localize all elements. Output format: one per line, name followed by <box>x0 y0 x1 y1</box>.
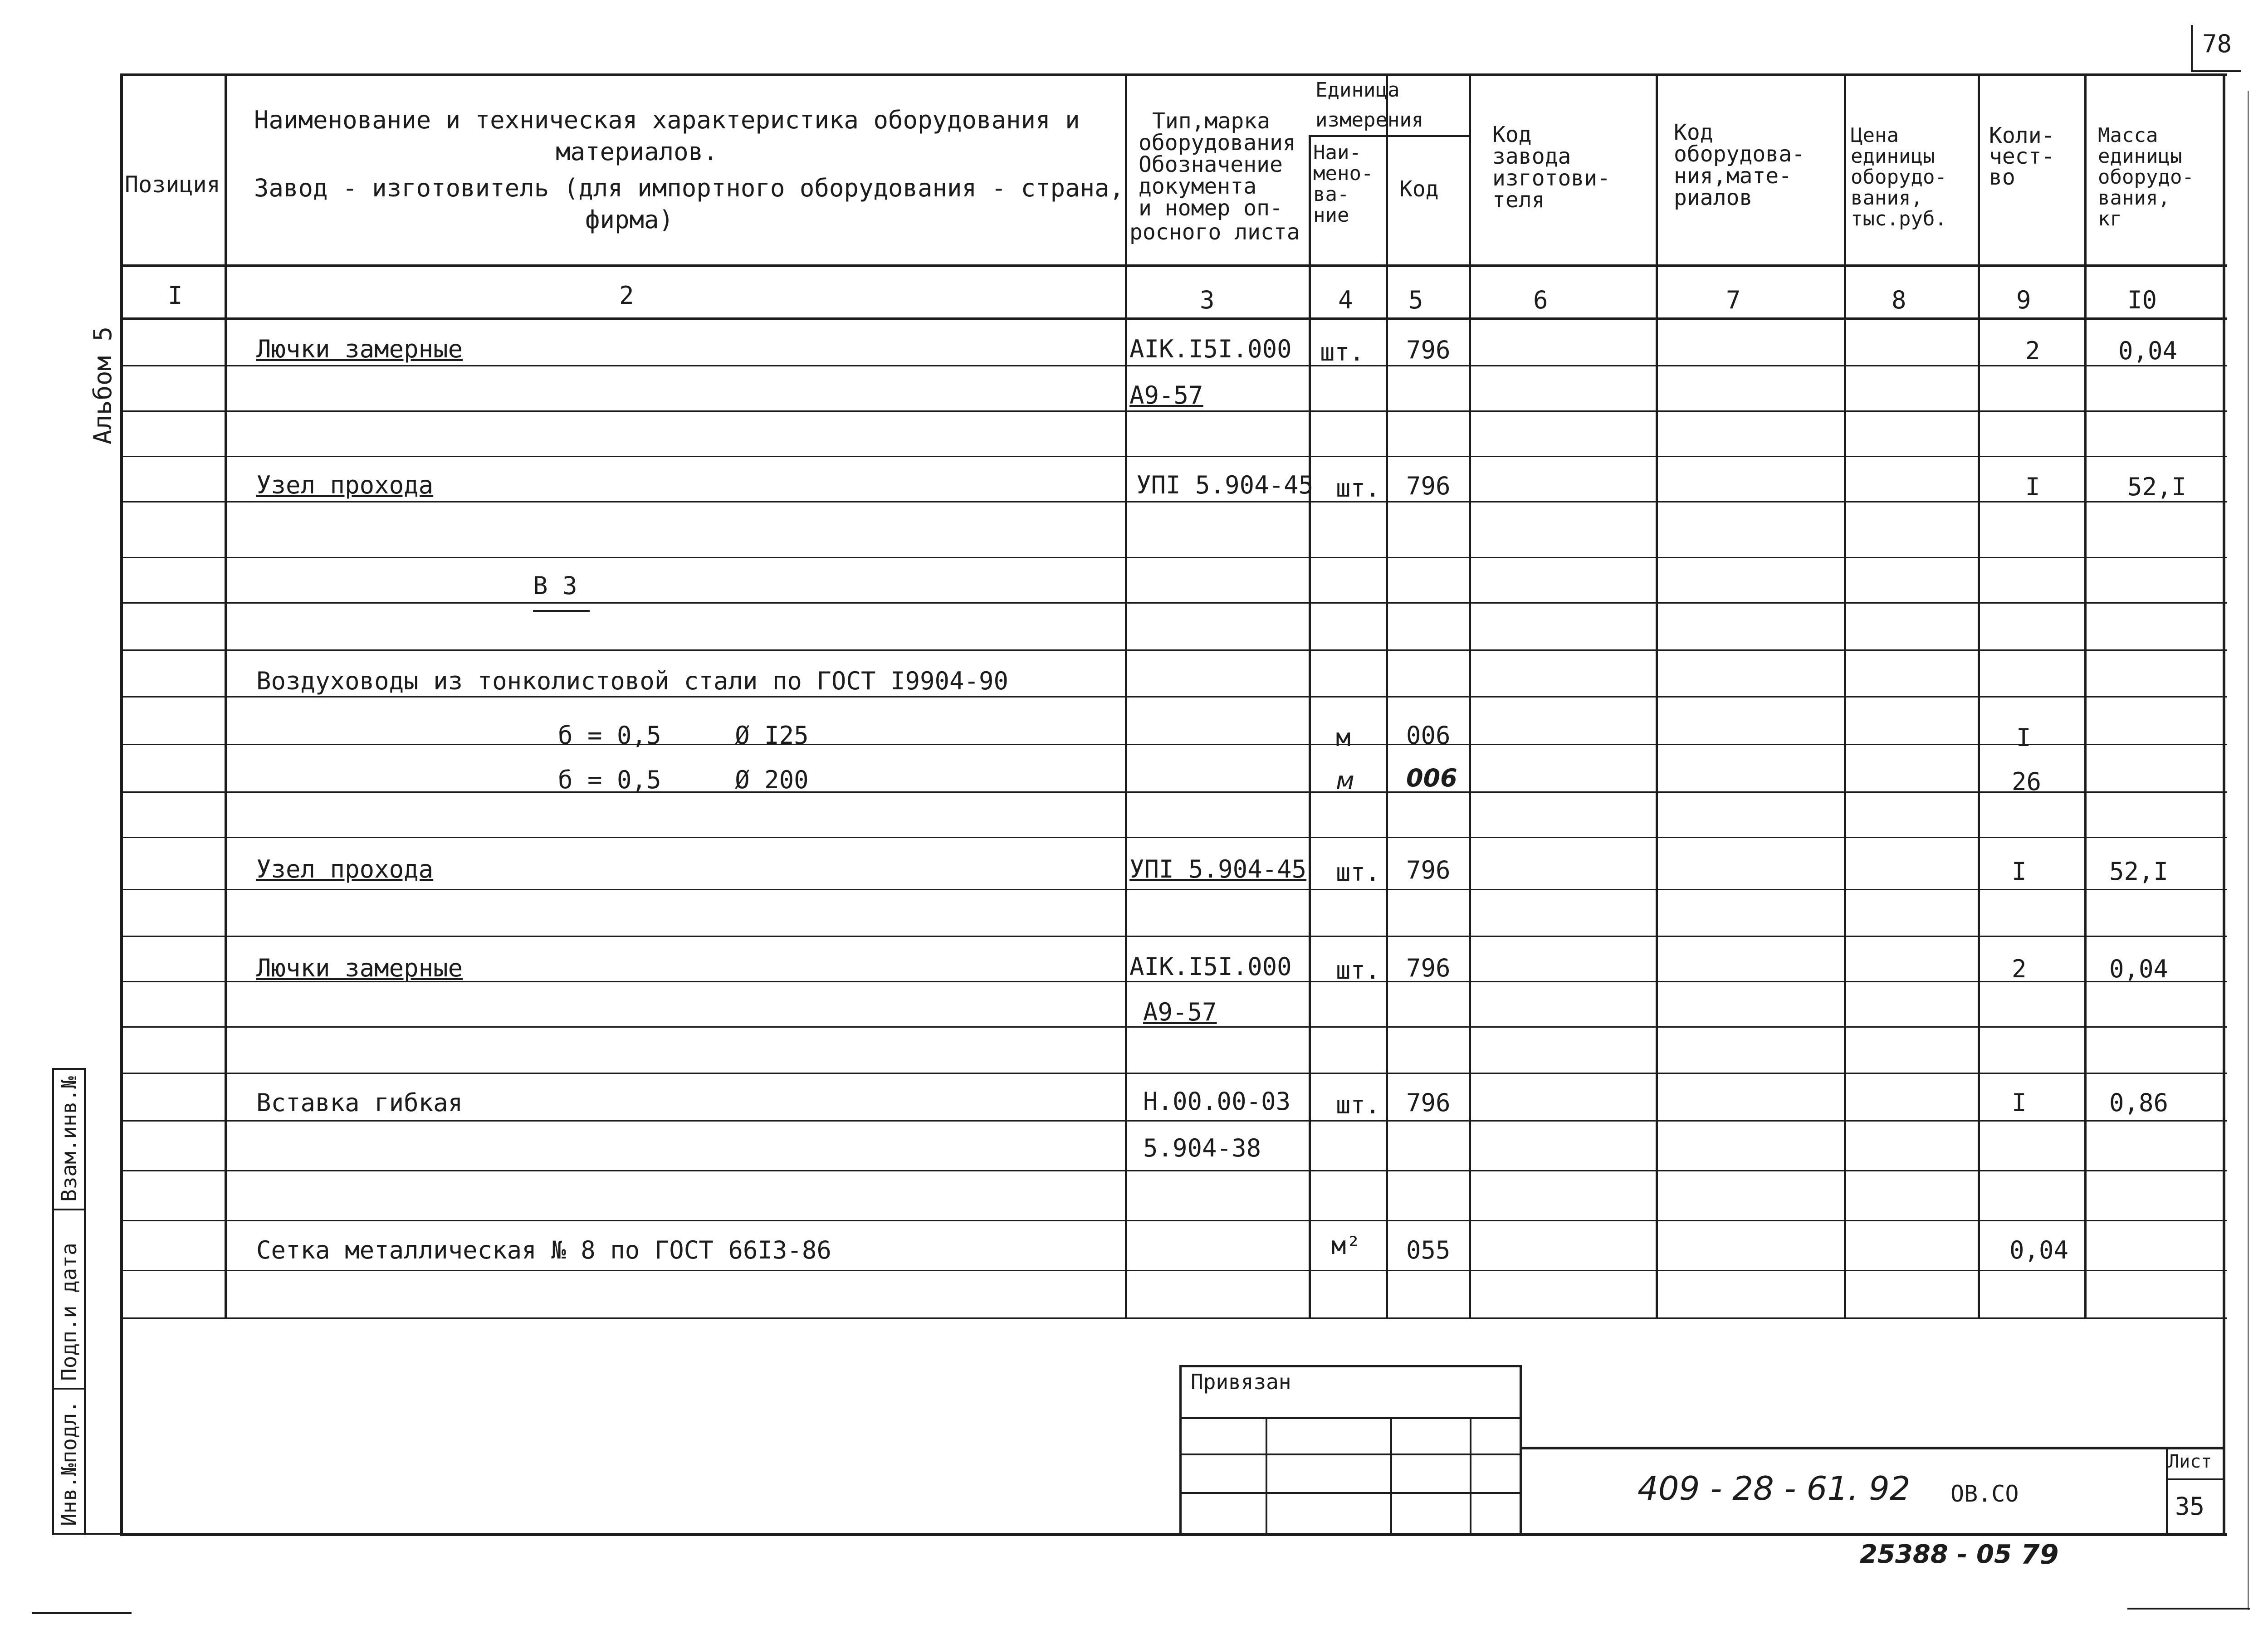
header-col10-line3: оборудо- <box>2098 166 2194 189</box>
row-12-code: 796 <box>1406 856 1451 884</box>
header-col8-line5: тыс.руб. <box>1851 207 1947 230</box>
row-18-type: 5.904-38 <box>1143 1134 1261 1162</box>
header-col6-line3: изготови- <box>1492 166 1611 191</box>
col-number-4: 4 <box>1338 286 1353 314</box>
row-4-qty: I <box>2025 473 2040 501</box>
header-col3-line4: документа <box>1139 174 1257 199</box>
header-col4-line4: ние <box>1313 204 1349 227</box>
header-unit-line2: измерения <box>1315 108 1424 132</box>
footer-page: 79 <box>2021 1539 2059 1571</box>
row-12-name: Узел прохода <box>256 855 434 883</box>
row-17-unit: шт. <box>1336 1091 1380 1119</box>
row-1-code: 796 <box>1406 336 1451 364</box>
row-1-unit: шт. <box>1320 338 1364 366</box>
row-20-name: Сетка металлическая № 8 по ГОСТ 66I3-86 <box>256 1236 831 1264</box>
col-number-9: 9 <box>2016 286 2031 314</box>
row-9-qty: I <box>2016 723 2031 752</box>
row-14-unit: шт. <box>1336 956 1380 985</box>
col-number-8: 8 <box>1892 286 1906 314</box>
header-col3-line5: и номер оп- <box>1139 195 1283 221</box>
row-1-qty: 2 <box>2025 337 2040 365</box>
header-col8-line2: единицы <box>1851 145 1935 168</box>
row-4-unit: шт. <box>1336 474 1380 502</box>
row-9-code: 006 <box>1406 721 1451 750</box>
footer-code: 25388 - 05 <box>1860 1540 2012 1569</box>
header-col9-line3: во <box>1989 165 2015 190</box>
row-4-code: 796 <box>1406 472 1451 500</box>
row-17-code: 796 <box>1406 1088 1451 1117</box>
row-20-qty: 0,04 <box>2009 1236 2069 1264</box>
stamp-sheet-number: 35 <box>2175 1492 2205 1521</box>
header-col3-line1: Тип,марка <box>1152 108 1271 134</box>
header-col7-line2: оборудова- <box>1674 141 1805 167</box>
header-col6-line2: завода <box>1492 144 1571 169</box>
row-9-unit: м <box>1336 723 1351 752</box>
row-1-name: Лючки замерные <box>256 335 463 363</box>
header-col8-line1: Цена <box>1851 124 1899 147</box>
stamp-doc-code: 409 - 28 - 61. 92 <box>1637 1469 1911 1507</box>
header-col10-line4: вания, <box>2098 186 2170 210</box>
col-number-7: 7 <box>1726 286 1741 314</box>
row-4-type: УПI 5.904-45 <box>1136 471 1314 499</box>
row-14-type: AIK.I5I.000 <box>1129 952 1292 981</box>
row-1-type: AIK.I5I.000 <box>1129 335 1292 363</box>
row-10-unit: м <box>1336 766 1354 795</box>
header-col5: Код <box>1399 176 1439 202</box>
row-12-mass: 52,I <box>2109 857 2169 886</box>
stamp-privyazan: Привязан <box>1191 1370 1291 1394</box>
row-4-name: Узел прохода <box>256 471 434 499</box>
row-17-type: Н.00.00-03 <box>1143 1087 1291 1116</box>
col-number-5: 5 <box>1408 286 1423 314</box>
header-col8-line3: оборудо- <box>1851 166 1947 189</box>
header-col4-line3: ва- <box>1313 183 1349 206</box>
header-col7-line4: риалов <box>1674 185 1753 210</box>
header-col2-line4: фирма) <box>585 205 674 234</box>
header-col10-line2: единицы <box>2098 145 2182 168</box>
row-15-type: А9-57 <box>1143 998 1217 1026</box>
header-col7-line1: Код <box>1674 120 1713 145</box>
stamp-sheet-label: Лист <box>2168 1451 2212 1472</box>
col-number-1: I <box>168 281 183 310</box>
header-col7-line3: ния,мате- <box>1674 163 1792 189</box>
album-label: Альбом 5 <box>88 326 117 444</box>
header-col1: Позиция <box>125 171 220 198</box>
row-10-code: 006 <box>1406 764 1457 792</box>
header-col2-line2: материалов. <box>556 137 718 166</box>
header-unit-line1: Единица <box>1315 78 1400 102</box>
row-14-mass: 0,04 <box>2109 955 2169 983</box>
col-number-6: 6 <box>1533 286 1548 314</box>
row-8-name: Воздуховоды из тонколистовой стали по ГОСТ I9904-90 <box>256 667 1009 695</box>
header-col6-line4: теля <box>1492 187 1545 213</box>
header-col2-line3: Завод - изготовитель (для импортного оборудования - страна, <box>254 174 1124 202</box>
header-col10-line5: кг <box>2098 207 2122 230</box>
row-20-unit: м² <box>1331 1231 1361 1260</box>
row-12-qty: I <box>2012 857 2027 886</box>
row-10-qty: 26 <box>2012 767 2042 796</box>
header-col3-line3: Обозначение <box>1139 152 1283 177</box>
row-17-mass: 0,86 <box>2109 1088 2169 1117</box>
header-col6-line1: Код <box>1492 122 1532 147</box>
row-20-code: 055 <box>1406 1236 1451 1264</box>
header-col8-line4: вания, <box>1851 186 1923 210</box>
row-9-name: б = 0,5 Ø I25 <box>558 721 809 750</box>
row-14-name: Лючки замерные <box>256 954 463 982</box>
header-col2-line1: Наименование и техническая характеристика оборудования и <box>254 106 1080 134</box>
row-2-type: А9-57 <box>1129 381 1203 410</box>
row-12-unit: шт. <box>1336 858 1380 887</box>
header-col4-line1: Наи- <box>1313 141 1361 164</box>
header-col4-line2: мено- <box>1313 162 1374 185</box>
header-col9-line2: чест- <box>1989 144 2055 169</box>
header-col10-line1: Масса <box>2098 124 2158 147</box>
row-17-name: Вставка гибкая <box>256 1088 463 1117</box>
row-14-code: 796 <box>1406 954 1451 982</box>
row-10-name: б = 0,5 Ø 200 <box>558 766 809 794</box>
side-stamp-replace: Взам.инв.№ <box>57 1076 81 1202</box>
header-col3-line2: оборудования <box>1139 130 1296 156</box>
side-stamp-sign: Подп.и дата <box>57 1243 81 1381</box>
header-col9-line1: Коли- <box>1989 123 2055 148</box>
col-number-2: 2 <box>619 281 634 310</box>
col-number-10: I0 <box>2127 286 2157 314</box>
side-stamp-inv: Инв.№подл. <box>57 1400 81 1526</box>
header-col3-line6: росного листа <box>1129 219 1300 245</box>
row-12-type: УПI 5.904-45 <box>1129 855 1307 883</box>
top-page-number: 78 <box>2202 29 2232 58</box>
row-1-mass: 0,04 <box>2118 337 2178 365</box>
stamp-doc-suffix: ОВ.СО <box>1950 1481 2019 1507</box>
row-4-mass: 52,I <box>2127 473 2187 501</box>
row-17-qty: I <box>2012 1088 2027 1117</box>
section-title-b3: В 3 <box>533 571 577 600</box>
col-number-3: 3 <box>1200 286 1215 314</box>
row-14-qty: 2 <box>2012 955 2027 983</box>
